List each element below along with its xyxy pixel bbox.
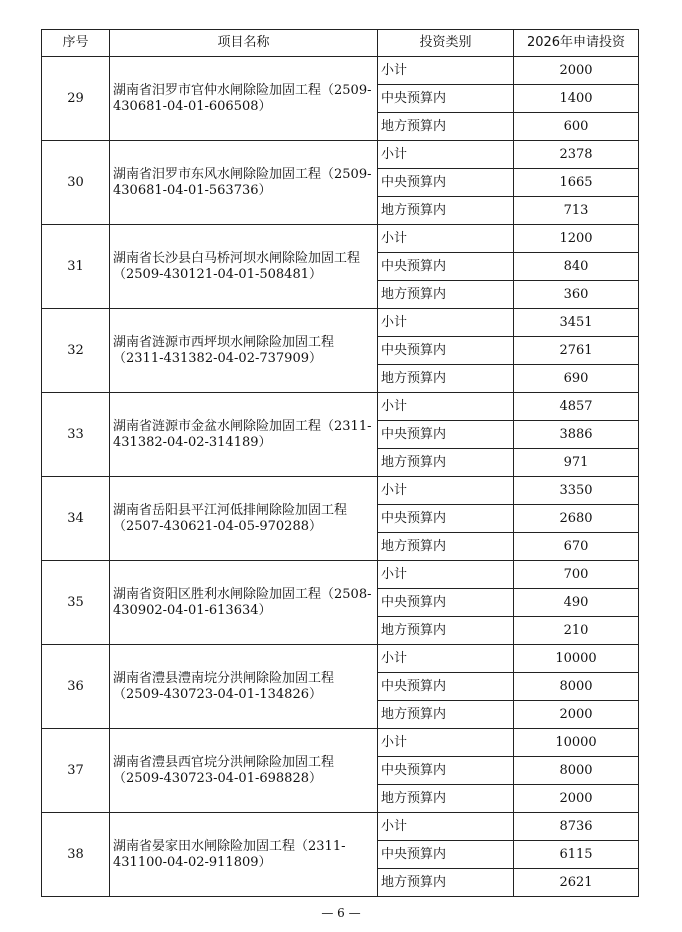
category-subtotal: 小计 bbox=[378, 393, 514, 421]
amount-subtotal: 10000 bbox=[514, 729, 639, 757]
category-subtotal: 小计 bbox=[378, 225, 514, 253]
table-row bbox=[42, 813, 639, 841]
amount-local: 690 bbox=[514, 365, 639, 393]
amount-subtotal: 2000 bbox=[514, 57, 639, 85]
category-central: 中央预算内 bbox=[378, 253, 514, 281]
amount-central: 6115 bbox=[514, 841, 639, 869]
amount-local: 971 bbox=[514, 449, 639, 477]
table-row bbox=[42, 561, 639, 589]
amount-local: 360 bbox=[514, 281, 639, 309]
amount-subtotal: 10000 bbox=[514, 645, 639, 673]
category-local: 地方预算内 bbox=[378, 533, 514, 561]
amount-subtotal: 700 bbox=[514, 561, 639, 589]
category-subtotal: 小计 bbox=[378, 57, 514, 85]
row-number: 32 bbox=[42, 309, 110, 393]
table-row bbox=[42, 225, 639, 253]
category-central: 中央预算内 bbox=[378, 757, 514, 785]
header-category: 投资类别 bbox=[378, 30, 514, 57]
table-row bbox=[42, 477, 639, 505]
category-central: 中央预算内 bbox=[378, 505, 514, 533]
table-body bbox=[42, 57, 639, 897]
header-name: 项目名称 bbox=[110, 30, 378, 57]
project-name: 湖南省汨罗市东风水闸除险加固工程（2509-430681-04-01-563736） bbox=[110, 141, 378, 225]
amount-subtotal: 1200 bbox=[514, 225, 639, 253]
project-name: 湖南省澧县西官垸分洪闸除险加固工程（2509-430723-04-01-698828） bbox=[110, 729, 378, 813]
category-subtotal: 小计 bbox=[378, 813, 514, 841]
amount-subtotal: 4857 bbox=[514, 393, 639, 421]
category-central: 中央预算内 bbox=[378, 673, 514, 701]
project-name: 湖南省长沙县白马桥河坝水闸除险加固工程（2509-430121-04-01-508481） bbox=[110, 225, 378, 309]
table-row bbox=[42, 645, 639, 673]
row-number: 33 bbox=[42, 393, 110, 477]
category-local: 地方预算内 bbox=[378, 365, 514, 393]
category-subtotal: 小计 bbox=[378, 477, 514, 505]
amount-local: 600 bbox=[514, 113, 639, 141]
amount-central: 8000 bbox=[514, 757, 639, 785]
amount-subtotal: 3350 bbox=[514, 477, 639, 505]
project-name: 湖南省涟源市金盆水闸除险加固工程（2311-431382-04-02-314189） bbox=[110, 393, 378, 477]
amount-central: 8000 bbox=[514, 673, 639, 701]
amount-local: 670 bbox=[514, 533, 639, 561]
category-local: 地方预算内 bbox=[378, 197, 514, 225]
amount-central: 1665 bbox=[514, 169, 639, 197]
amount-local: 713 bbox=[514, 197, 639, 225]
category-central: 中央预算内 bbox=[378, 841, 514, 869]
row-number: 30 bbox=[42, 141, 110, 225]
amount-central: 3886 bbox=[514, 421, 639, 449]
amount-local: 210 bbox=[514, 617, 639, 645]
amount-central: 2761 bbox=[514, 337, 639, 365]
category-central: 中央预算内 bbox=[378, 421, 514, 449]
investment-table bbox=[41, 29, 639, 897]
category-subtotal: 小计 bbox=[378, 309, 514, 337]
project-name: 湖南省岳阳县平江河低排闸除险加固工程（2507-430621-04-05-970288） bbox=[110, 477, 378, 561]
category-subtotal: 小计 bbox=[378, 561, 514, 589]
category-central: 中央预算内 bbox=[378, 169, 514, 197]
category-subtotal: 小计 bbox=[378, 645, 514, 673]
category-local: 地方预算内 bbox=[378, 869, 514, 897]
amount-local: 2621 bbox=[514, 869, 639, 897]
project-name: 湖南省汨罗市官仲水闸除险加固工程（2509-430681-04-01-606508） bbox=[110, 57, 378, 141]
row-number: 36 bbox=[42, 645, 110, 729]
table-row bbox=[42, 393, 639, 421]
category-local: 地方预算内 bbox=[378, 701, 514, 729]
amount-subtotal: 8736 bbox=[514, 813, 639, 841]
category-subtotal: 小计 bbox=[378, 141, 514, 169]
project-name: 湖南省涟源市西坪坝水闸除险加固工程（2311-431382-04-02-737909） bbox=[110, 309, 378, 393]
amount-subtotal: 3451 bbox=[514, 309, 639, 337]
category-local: 地方预算内 bbox=[378, 113, 514, 141]
amount-central: 840 bbox=[514, 253, 639, 281]
category-central: 中央预算内 bbox=[378, 589, 514, 617]
header-amount: 2026年申请投资 bbox=[514, 30, 639, 57]
amount-central: 1400 bbox=[514, 85, 639, 113]
amount-subtotal: 2378 bbox=[514, 141, 639, 169]
category-local: 地方预算内 bbox=[378, 449, 514, 477]
category-central: 中央预算内 bbox=[378, 337, 514, 365]
table-header-row bbox=[42, 30, 639, 57]
project-name: 湖南省澧县澧南垸分洪闸除险加固工程（2509-430723-04-01-134826） bbox=[110, 645, 378, 729]
table-row bbox=[42, 309, 639, 337]
amount-central: 490 bbox=[514, 589, 639, 617]
header-no: 序号 bbox=[42, 30, 110, 57]
page-number: — 6 — bbox=[321, 906, 361, 920]
category-local: 地方预算内 bbox=[378, 785, 514, 813]
row-number: 35 bbox=[42, 561, 110, 645]
project-name: 湖南省资阳区胜利水闸除险加固工程（2508-430902-04-01-613634） bbox=[110, 561, 378, 645]
category-central: 中央预算内 bbox=[378, 85, 514, 113]
category-local: 地方预算内 bbox=[378, 617, 514, 645]
row-number: 31 bbox=[42, 225, 110, 309]
table-row bbox=[42, 141, 639, 169]
category-local: 地方预算内 bbox=[378, 281, 514, 309]
amount-local: 2000 bbox=[514, 701, 639, 729]
amount-central: 2680 bbox=[514, 505, 639, 533]
row-number: 37 bbox=[42, 729, 110, 813]
category-subtotal: 小计 bbox=[378, 729, 514, 757]
table-row bbox=[42, 729, 639, 757]
row-number: 29 bbox=[42, 57, 110, 141]
amount-local: 2000 bbox=[514, 785, 639, 813]
row-number: 38 bbox=[42, 813, 110, 897]
table-row bbox=[42, 57, 639, 85]
row-number: 34 bbox=[42, 477, 110, 561]
project-name: 湖南省晏家田水闸除险加固工程（2311-431100-04-02-911809） bbox=[110, 813, 378, 897]
